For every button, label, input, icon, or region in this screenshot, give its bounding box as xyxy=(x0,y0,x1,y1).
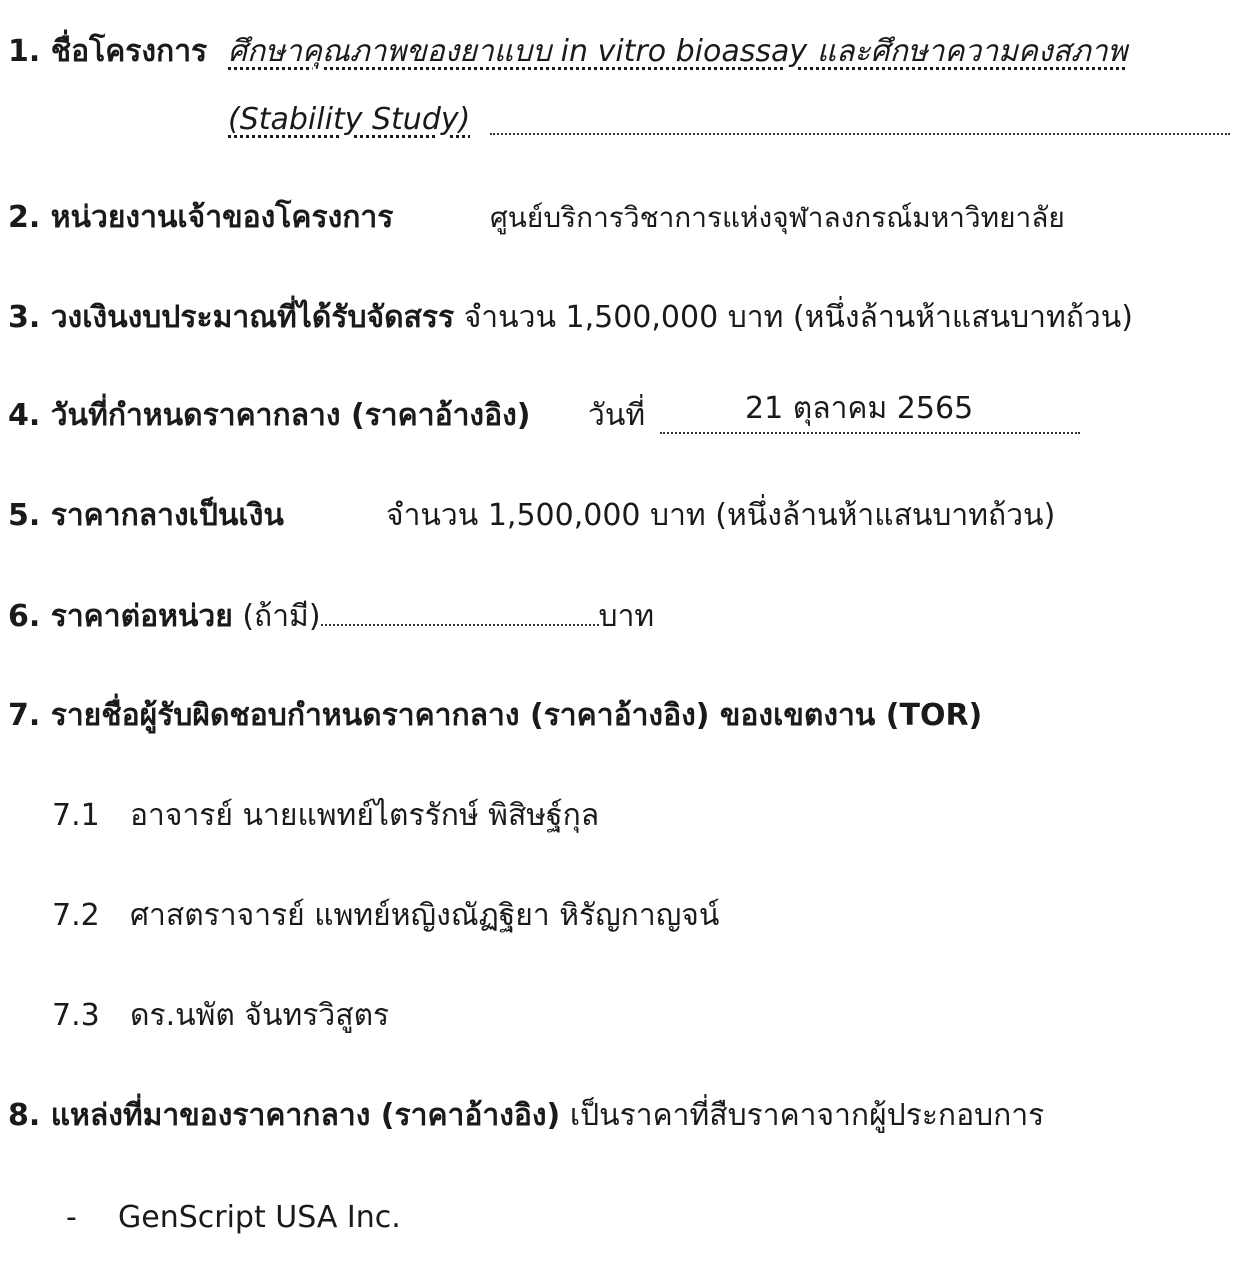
member-no: 7.2 xyxy=(52,898,100,933)
member-no: 7.1 xyxy=(52,798,100,833)
budget-value: จำนวน 1,500,000 บาท (หนึ่งล้านห้าแสนบาทถ้วน) xyxy=(463,300,1133,335)
reference-date: 21 ตุลาคม 2565 xyxy=(745,391,974,426)
member-name: ศาสตราจารย์ แพทย์หญิงณัฏฐิยา หิรัญกาญจน์ xyxy=(130,898,720,933)
source-company: GenScript USA Inc. xyxy=(118,1200,401,1235)
project-title-line2: (Stability Study) xyxy=(228,102,471,137)
item5-label: 5. ราคากลางเป็นเงิน xyxy=(8,498,284,533)
item6-row xyxy=(8,596,654,637)
member-name: ดร.นพัต จันทรวิสูตร xyxy=(130,998,390,1033)
member-no: 7.3 xyxy=(52,998,100,1033)
item1-label: 1. ชื่อโครงการ xyxy=(8,34,208,69)
item3-row xyxy=(8,298,1133,338)
project-title-line1: ศึกษาคุณภาพของยาแบบ in vitro bioassay และศึกษาความคงสภาพ xyxy=(228,34,1128,69)
owner-unit-value: ศูนย์บริการวิชาการแห่งจุฬาลงกรณ์มหาวิทยาลัย xyxy=(490,201,1065,234)
title-fill-dots xyxy=(490,133,1230,135)
unit-price-blank xyxy=(321,596,599,626)
item2-label: 2. หน่วยงานเจ้าของโครงการ xyxy=(8,200,394,235)
date-prefix: วันที่ xyxy=(588,398,646,433)
item8-row xyxy=(8,1096,1044,1136)
member-name: อาจารย์ นายแพทย์ไตรรักษ์ พิสิษฐ์กุล xyxy=(130,798,600,833)
unit-baht: บาท xyxy=(598,599,655,634)
item4-label: 4. วันที่กำหนดราคากลาง (ราคาอ้างอิง) xyxy=(8,398,531,433)
price-source-value: เป็นราคาที่สืบราคาจากผู้ประกอบการ xyxy=(569,1098,1045,1133)
item3-label: 3. วงเงินงบประมาณที่ได้รับจัดสรร xyxy=(8,300,455,335)
item6-label: 6. ราคาต่อหน่วย xyxy=(8,599,233,634)
item8-label: 8. แหล่งที่มาของราคากลาง (ราคาอ้างอิง) xyxy=(8,1098,561,1133)
item7-label: 7. รายชื่อผู้รับผิดชอบกำหนดราคากลาง (ราคาอ้างอิง) ของเขตงาน (TOR) xyxy=(8,698,983,733)
bullet-dash: - xyxy=(66,1200,77,1235)
item6-note: (ถ้ามี) xyxy=(242,599,321,634)
median-price-value: จำนวน 1,500,000 บาท (หนึ่งล้านห้าแสนบาทถ้วน) xyxy=(386,498,1056,533)
